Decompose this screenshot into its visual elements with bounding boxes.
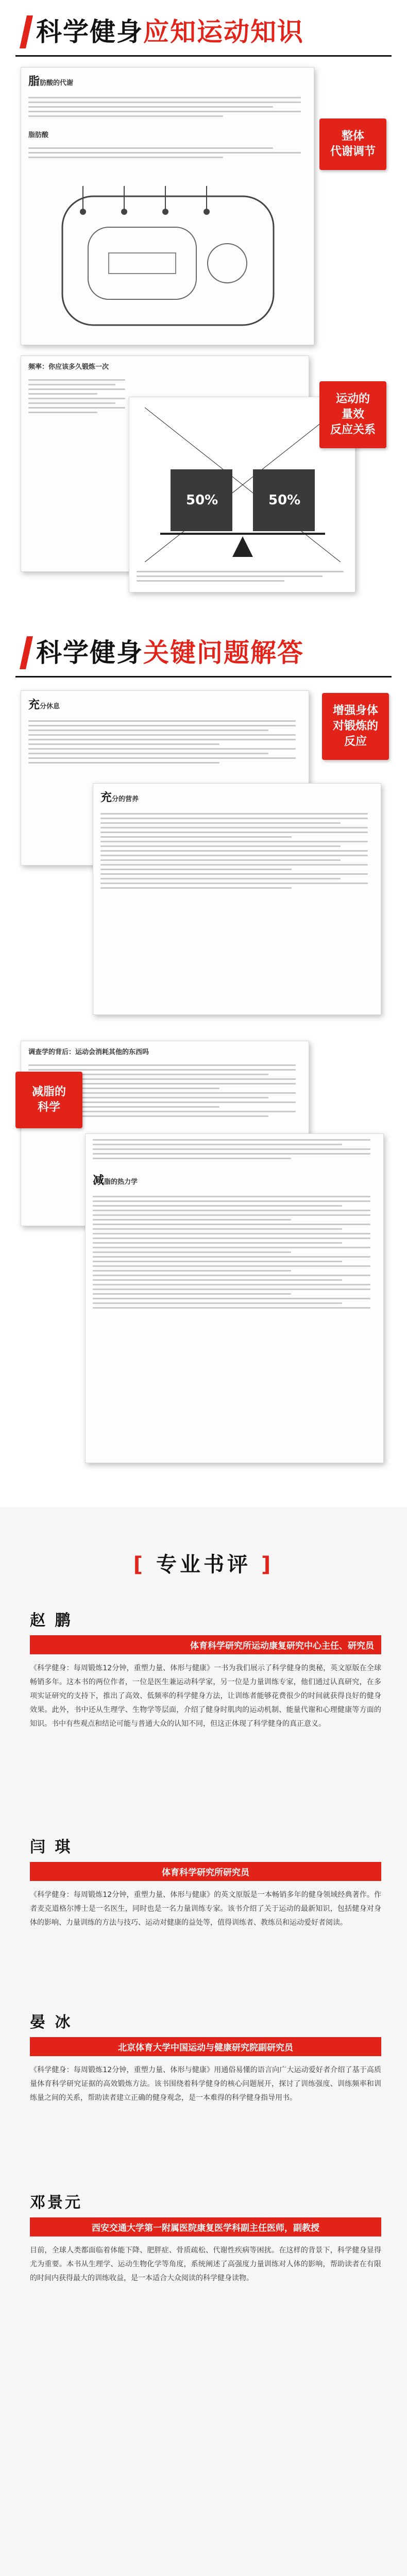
paper-heading-rest: 分的营养 — [112, 795, 139, 803]
paper-heading — [86, 1164, 383, 1191]
section2-banner — [0, 621, 407, 683]
review-heading-text: 专业书评 — [156, 1553, 251, 1577]
paper-thermodynamics — [85, 1133, 384, 1463]
paper-text-lines — [21, 715, 309, 769]
paper-text-lines-2 — [129, 566, 355, 587]
review-heading — [0, 1548, 407, 1578]
callout-metabolism: 整体 代谢调节 — [319, 118, 386, 170]
paper-fatty-acid — [21, 67, 314, 345]
section1-banner — [0, 0, 407, 62]
paper-heading-text: 频率：你应该多久锻炼一次 — [28, 363, 109, 371]
reviewer-name: 闫 琪 — [30, 1838, 73, 1856]
paper-text-lines — [86, 1191, 383, 1314]
section1-title-black: 科学健身 — [36, 17, 143, 47]
reviewer-body: 《科学健身：每周锻炼12分钟，重塑力量、体形与健康》用通俗易懂的语言向广大运动爱好者介绍了基于高质量体育科学研究证据的高效锻炼方法。该书围绕着科学健身的核心问题展开，探讨了训练强度、训练频率和训练量之间的关系，帮助读者建立正确的健身观念，是一本难得的科学健身指导用书。 — [30, 2066, 381, 2102]
reviewer-name: 邓景元 — [30, 2194, 82, 2212]
paper-heading-char: 充 — [100, 791, 112, 804]
section2-underline — [15, 676, 392, 677]
paper-heading-char: 充 — [28, 699, 40, 711]
section2-title-red: 关键问题解答 — [143, 638, 304, 668]
paper-subheading — [21, 122, 314, 142]
reviewer-body: 《科学健身：每周锻炼12分钟，重塑力量、体形与健康》的英文原版是一本畅销多年的健身领域经典著作。作者麦克道格尔博士是一名医生，同时也是一名力量训练专家。该书介绍了关于运动的最新知识，包括健身对身体的影响、力量训练的方法与技巧、运动对健康的益处等，值得训练者、教练员和运动爱好者阅读。 — [30, 1891, 381, 1927]
reviewer-block — [30, 2190, 381, 2285]
metabolism-diagram — [52, 181, 284, 335]
reviewer-title: 西安交通大学第一附属医院康复医学科副主任医师，副教授 — [30, 2217, 381, 2236]
reviewer-title: 北京体育大学中国运动与健康研究院副研究员 — [30, 2037, 381, 2056]
paper-subheading-text: 脂肪酸 — [28, 131, 49, 139]
reviewer-title: 体育科学研究所研究员 — [30, 1862, 381, 1881]
section1-title-red: 应知运动知识 — [143, 17, 304, 47]
callout-body-response: 增强身体 对锻炼的 反应 — [322, 693, 389, 760]
section1-title — [36, 11, 304, 48]
section2-title-black: 科学健身 — [36, 638, 143, 668]
paper-heading-rest: 脂的热力学 — [104, 1178, 138, 1186]
reviewer-body: 目前，全球人类都面临着体能下降、肥胖症、骨质疏松、代谢性疾病等困扰。在这样的背景下，科学健身显得尤为重要。本书从生理学、运动生物化学等角度，系统阐述了高强度力量训练对人体的影响，帮助读者在有限的时间内获得最大的训练收益，是一本适合大众阅读的科学健身读物。 — [30, 2246, 381, 2282]
reviewer-block — [30, 1607, 381, 1731]
section2-title — [36, 632, 304, 669]
reviewer-name: 赵 鹏 — [30, 1612, 73, 1630]
callout-dose-response: 运动的 量效 反应关系 — [319, 381, 386, 448]
paper-nutrition — [93, 783, 381, 1015]
paper-text-lines — [21, 92, 314, 122]
paper-heading-text: 调查学的背后：运动会消耗其他的东西吗 — [28, 1048, 149, 1056]
paper-heading — [21, 67, 314, 92]
review-bracket-left: [ — [133, 1553, 146, 1577]
paper-heading-rest: 分休息 — [40, 703, 60, 710]
scale-left-pct: 50% — [186, 493, 218, 508]
paper-text-lines-top — [86, 1134, 383, 1164]
section1-underline — [15, 55, 392, 57]
paper-heading — [21, 691, 309, 715]
paper-heading — [93, 784, 381, 808]
reviewer-body: 《科学健身：每周锻炼12分钟，重塑力量、体形与健康》一书为我们展示了科学健身的奥秘，英文原版在全球畅销多年。这本书的两位作者，一位是医生兼运动科学家，另一位是力量训练专家，他们通过认真研究，在多项实证研究的支持下，推出了高效、低频率的科学健身方法，让训练者能够花费很少的时间就获得良好的健身效果。此外，书中还从生理学、生物学等层面，介绍了健身时肌肉的运动机制、能量代谢和心理健康等方面的知识。书中有些观点和结论可能与普通大众的认知不同，但这正体现了科学健身的真正意义。 — [30, 1664, 381, 1728]
reviewer-name: 晏 冰 — [30, 2013, 73, 2031]
reviewer-title: 体育科学研究所运动康复研究中心主任、研究员 — [30, 1635, 381, 1654]
review-bracket-right: ] — [261, 1553, 274, 1577]
balance-scale-diagram — [145, 408, 341, 562]
paper-text-lines-2 — [21, 142, 314, 163]
paper-text-lines — [93, 808, 381, 894]
reviewer-block — [30, 1834, 381, 1930]
callout-fat-loss: 减脂的 科学 — [15, 1072, 82, 1128]
paper-heading — [21, 356, 309, 374]
paper-heading-rest: 肪酸的代谢 — [40, 79, 74, 87]
paper-text-lines — [21, 374, 134, 418]
reviewer-block — [30, 2009, 381, 2105]
scale-right-pct: 50% — [268, 493, 301, 508]
paper-heading — [21, 1041, 309, 1059]
paper-heading-char: 脂 — [28, 75, 40, 88]
paper-heading-char: 减 — [93, 1174, 105, 1187]
